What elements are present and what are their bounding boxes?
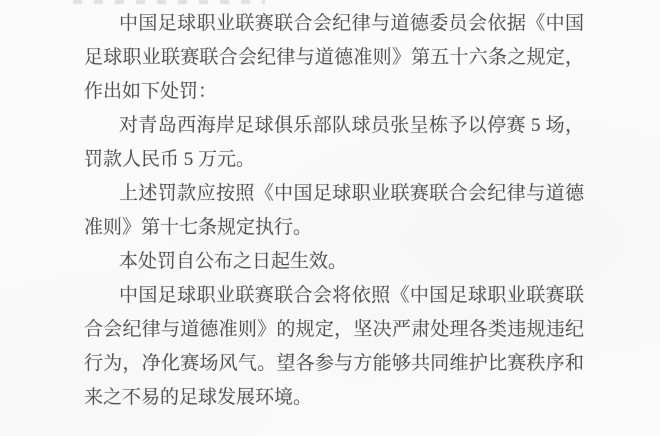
paragraph-closing-statement: 中国足球职业联赛联合会将依照《中国足球职业联赛联合会纪律与道德准则》的规定，坚决严肃处理各类违规违纪行为，净化赛场风气。望各参与方能够共同维护比赛秩序和来之不易的足球发展环境。 [84,285,584,408]
paragraph-fine-execution: 上述罚款应按照《中国足球职业联赛联合会纪律与道德准则》第十七条规定执行。 [84,183,584,238]
paragraph-ruling-basis: 中国足球职业联赛联合会纪律与道德委员会依据《中国足球职业联赛联合会纪律与道德准则》第五十六条之规定，作出如下处罚： [84,13,584,102]
cropped-text-remnant [73,0,265,4]
paragraph-effective-date: 本处罚自公布之日起生效。 [119,251,348,272]
announcement-text [84,7,584,415]
paragraph-punishment: 对青岛西海岸足球俱乐部队球员张呈栋予以停赛 5 场，罚款人民币 5 万元。 [84,115,584,170]
